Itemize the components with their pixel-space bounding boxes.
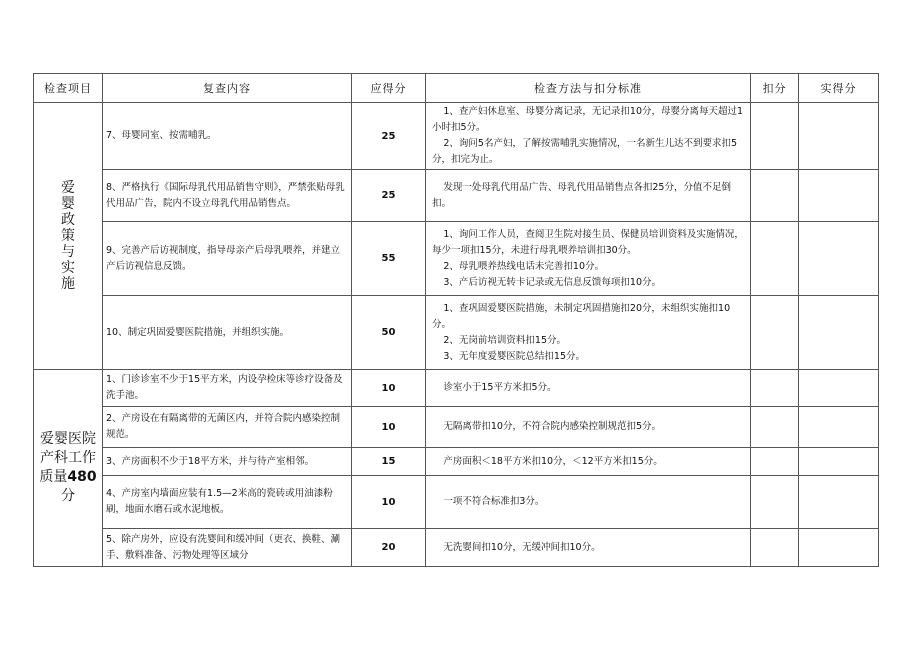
content-cell: 9、完善产后访视制度，指导母亲产后母乳喂养，并建立产后访视信息反馈。 (103, 222, 352, 296)
score-cell: 15 (352, 448, 426, 476)
actual-cell[interactable] (799, 370, 879, 407)
score-cell: 10 (352, 370, 426, 407)
score-cell: 10 (352, 476, 426, 529)
category-cell-policy (34, 103, 103, 370)
method-cell (426, 529, 751, 567)
actual-cell[interactable] (799, 222, 879, 296)
actual-cell[interactable] (799, 170, 879, 222)
actual-cell[interactable] (799, 529, 879, 567)
method-cell (426, 370, 751, 407)
method-cell (426, 222, 751, 296)
category-label: 爱婴政策与实施 (61, 180, 75, 292)
method-cell (426, 407, 751, 448)
inspection-table (33, 73, 879, 567)
actual-cell[interactable] (799, 407, 879, 448)
content-cell: 1、门诊诊室不少于15平方米，内设孕检床等诊疗设备及洗手池。 (103, 370, 352, 407)
score-cell: 10 (352, 407, 426, 448)
method-line: 3、产后访视无转卡记录或无信息反馈每项扣10分。 (443, 276, 662, 288)
table-row (34, 103, 879, 170)
score-cell: 25 (352, 103, 426, 170)
deduct-cell[interactable] (751, 370, 799, 407)
deduct-cell[interactable] (751, 103, 799, 170)
table-row (34, 529, 879, 567)
content-cell: 3、产房面积不少于18平方米，并与待产室相邻。 (103, 448, 352, 476)
method-line: 无隔离带扣10分，不符合院内感染控制规范扣5分。 (443, 421, 662, 432)
method-line: 1、查巩固爱婴医院措施，未制定巩固措施扣20分，未组织实施扣10分。 (432, 302, 731, 330)
table-row (34, 222, 879, 296)
method-line: 诊室小于15平方米扣5分。 (443, 382, 557, 393)
content-cell: 8、严格执行《国际母乳代用品销售守则》，严禁张贴母乳代用品广告，院内不设立母乳代用品销售点。 (103, 170, 352, 222)
score-cell: 55 (352, 222, 426, 296)
method-cell (426, 476, 751, 529)
content-cell: 4、产房室内墙面应装有1.5—2米高的瓷砖或用油漆粉刷，地面水磨石或水泥地板。 (103, 476, 352, 529)
actual-cell[interactable] (799, 448, 879, 476)
method-cell (426, 448, 751, 476)
category-score: 480 (67, 469, 97, 485)
category-label: 爱婴医院产科工作质量 (39, 431, 96, 485)
table-row (34, 296, 879, 370)
content-cell: 7、母婴同室、按需哺乳。 (103, 103, 352, 170)
method-line: 2、询问5名产妇，了解按需哺乳实施情况，一名新生儿达不到要求扣5分，扣完为止。 (432, 138, 738, 165)
score-cell: 50 (352, 296, 426, 370)
header-deduct: 扣分 (751, 74, 799, 103)
deduct-cell[interactable] (751, 170, 799, 222)
method-cell (426, 296, 751, 370)
score-cell: 25 (352, 170, 426, 222)
deduct-cell[interactable] (751, 529, 799, 567)
score-cell: 20 (352, 529, 426, 567)
header-score: 应得分 (352, 74, 426, 103)
header-method: 检查方法与扣分标准 (426, 74, 751, 103)
table-row (34, 370, 879, 407)
method-line: 无洗婴间扣10分，无缓冲间扣10分。 (443, 541, 601, 553)
content-cell: 5、除产房外，应设有洗婴间和缓冲间（更衣、换鞋、涮手、敷料准备、污物处理等区域分 (103, 529, 352, 567)
content-cell: 10、制定巩固爱婴医院措施，并组织实施。 (103, 296, 352, 370)
method-cell (426, 170, 751, 222)
deduct-cell[interactable] (751, 448, 799, 476)
method-line: 1、询问工作人员，查阅卫生院对接生员、保健员培训资料及实施情况，每少一项扣15分，未进行母乳喂养培训扣30分。 (432, 228, 744, 256)
header-item: 检查项目 (34, 74, 103, 103)
actual-cell[interactable] (799, 296, 879, 370)
actual-cell[interactable] (799, 103, 879, 170)
header-row (34, 74, 879, 103)
method-line: 3、无年度爱婴医院总结扣15分。 (443, 350, 586, 362)
method-cell (426, 103, 751, 170)
category-unit: 分 (61, 488, 75, 504)
table-row (34, 448, 879, 476)
table-row (34, 407, 879, 448)
header-actual: 实得分 (799, 74, 879, 103)
content-cell: 2、产房设在有隔离带的无菌区内，并符合院内感染控制规范。 (103, 407, 352, 448)
table-row (34, 476, 879, 529)
category-cell-quality (34, 370, 103, 567)
header-content: 复查内容 (103, 74, 352, 103)
deduct-cell[interactable] (751, 407, 799, 448)
method-line: 1、查产妇休息室、母婴分离记录，无记录扣10分，母婴分离每天超过1小时扣5分。 (432, 106, 744, 133)
table-row (34, 170, 879, 222)
deduct-cell[interactable] (751, 222, 799, 296)
method-line: 产房面积＜18平方米扣10分，＜12平方米扣15分。 (443, 455, 663, 467)
method-line: 发现一处母乳代用品广告、母乳代用品销售点各扣25分，分值不足倒扣。 (432, 181, 731, 209)
deduct-cell[interactable] (751, 296, 799, 370)
actual-cell[interactable] (799, 476, 879, 529)
method-line: 一项不符合标准扣3分。 (443, 496, 545, 507)
method-line: 2、母乳喂养热线电话未完善扣10分。 (443, 260, 605, 272)
method-line: 2、无岗前培训资料扣15分。 (443, 334, 567, 346)
deduct-cell[interactable] (751, 476, 799, 529)
